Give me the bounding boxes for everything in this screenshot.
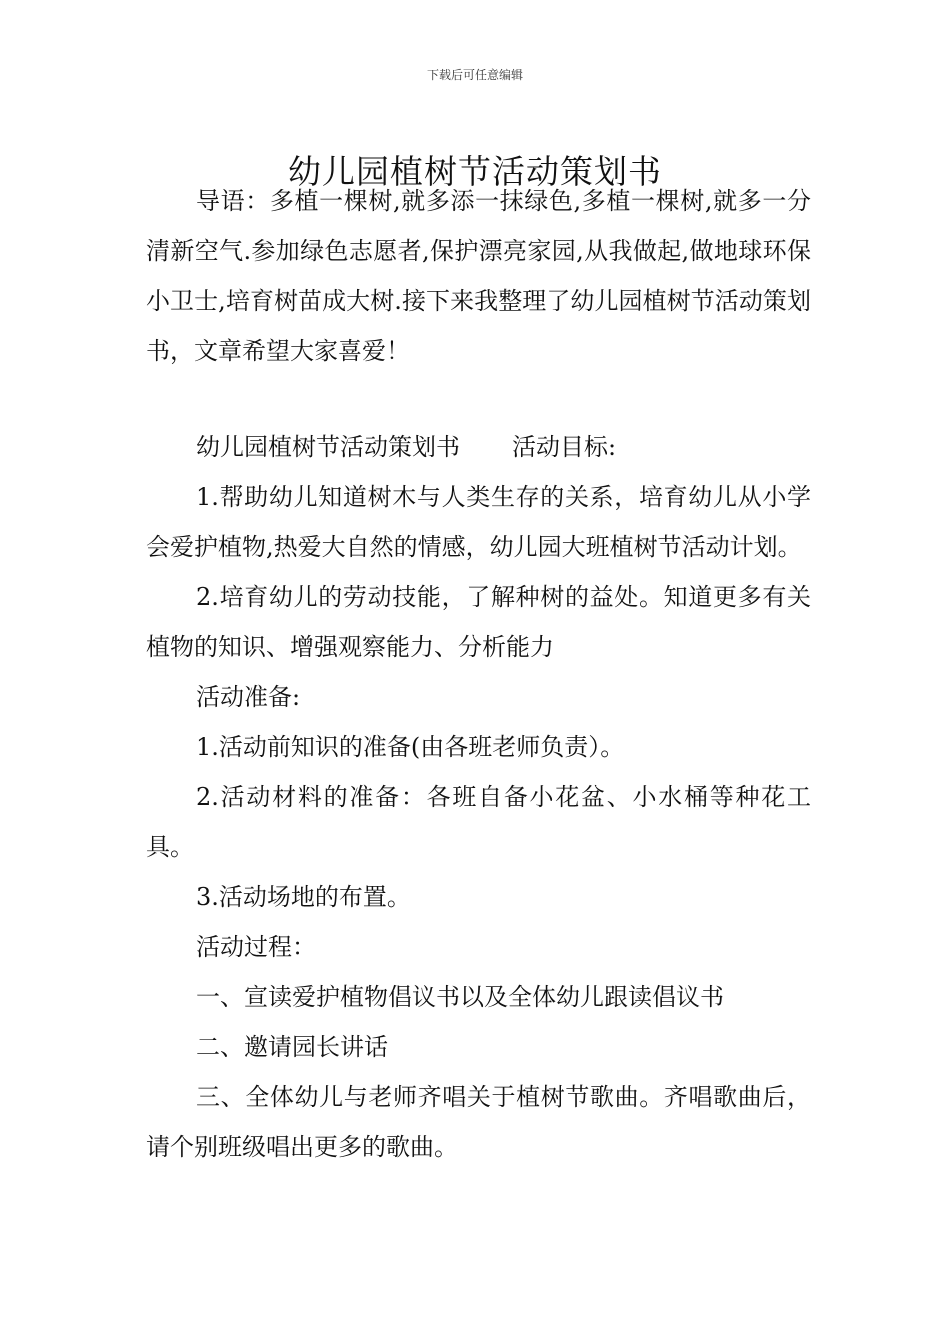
section-heading-line: [146, 422, 811, 472]
goal-item: 1.帮助幼儿知道树木与人类生存的关系，培育幼儿从小学会爱护植物,热爱大自然的情感，幼儿园大班植树节活动计划。: [146, 483, 811, 561]
prep-item: 1.活动前知识的准备(由各班老师负责）。: [196, 733, 625, 761]
paragraph-gap: [146, 376, 811, 422]
process-heading: 活动过程：: [196, 933, 316, 961]
document-title: 幼儿园植树节活动策划书: [288, 152, 662, 192]
header-note: 下载后可任意编辑: [426, 68, 523, 82]
document-body: [146, 176, 811, 1172]
goals-heading: 活动目标:: [512, 433, 617, 461]
goal-item: 2.培育幼儿的劳动技能，了解种树的益处。知道更多有关植物的知识、增强观察能力、分析能力: [146, 583, 811, 661]
process-item: 二、邀请园长讲话: [196, 1033, 388, 1061]
intro-paragraph: 导语：多植一棵树,就多添一抹绿色,多植一棵树,就多一分清新空气.参加绿色志愿者,保护漂亮家园,从我做起,做地球环保小卫士,培育树苗成大树.接下来我整理了幼儿园植树节活动策划书，文章希望大家喜爱！: [146, 187, 811, 365]
prep-item: 3.活动场地的布置。: [196, 883, 411, 911]
process-item: 三、全体幼儿与老师齐唱关于植树节歌曲。齐唱歌曲后，请个别班级唱出更多的歌曲。: [146, 1083, 811, 1161]
prep-heading: 活动准备:: [196, 683, 301, 711]
process-item: 一、宣读爱护植物倡议书以及全体幼儿跟读倡议书: [196, 983, 724, 1011]
prep-item: 2.活动材料的准备：各班自备小花盆、小水桶等种花工具。: [146, 783, 811, 861]
plan-title-repeat: 幼儿园植树节活动策划书: [196, 433, 460, 461]
